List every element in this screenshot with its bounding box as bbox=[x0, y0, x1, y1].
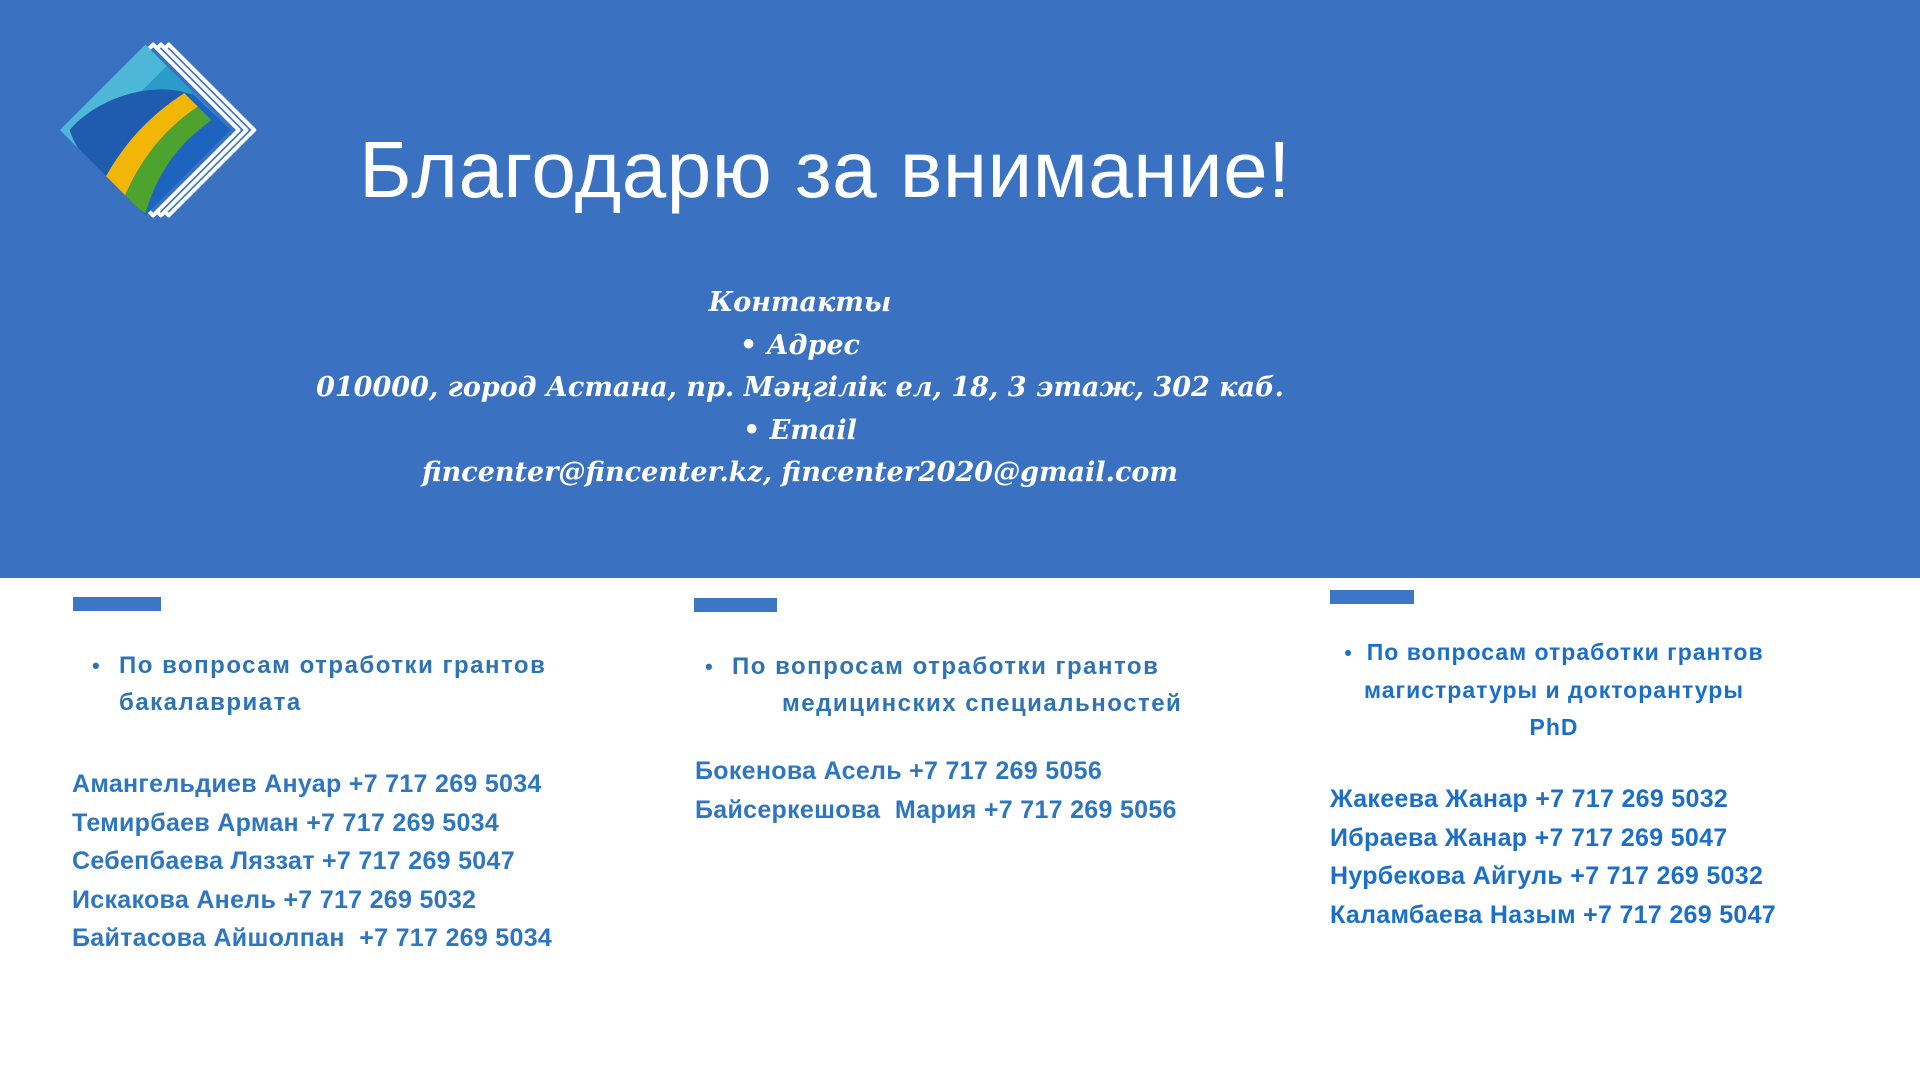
heading-line: магистратуры и докторантуры bbox=[1364, 677, 1744, 703]
column-heading bbox=[683, 648, 1253, 722]
column-heading-text bbox=[119, 647, 567, 721]
contact-list bbox=[1318, 780, 1790, 934]
slide-title: Благодарю за внимание! bbox=[359, 125, 1291, 214]
bullet-icon: • bbox=[705, 654, 715, 679]
column-heading-text bbox=[732, 648, 1253, 722]
contact-line: Себепбаева Ляззат +7 717 269 5047 bbox=[72, 847, 515, 875]
bullet-icon: • bbox=[1344, 642, 1353, 665]
accent-bar bbox=[73, 597, 161, 611]
address-line: 010000, город Астана, пр. Мәңгілік ел, 18, 3 этаж, 302 каб. bbox=[316, 372, 1284, 403]
heading-line: По вопросам отработки грантов bbox=[119, 652, 547, 679]
contact-line: Искакова Анель +7 717 269 5032 bbox=[72, 885, 477, 914]
bullet-icon: • bbox=[92, 653, 102, 678]
heading-line-text: По вопросам отработки грантов bbox=[1366, 639, 1764, 665]
heading-line: бакалавриата bbox=[119, 689, 302, 716]
column-medical bbox=[683, 590, 1253, 829]
contact-list bbox=[62, 765, 567, 958]
contact-line: Жакеева Жанар +7 717 269 5032 bbox=[1330, 785, 1729, 813]
contacts-heading: Контакты bbox=[708, 287, 892, 318]
column-bachelor bbox=[62, 590, 567, 958]
contact-line: Темирбаев Арман +7 717 269 5034 bbox=[72, 808, 500, 837]
contact-line: Нурбекова Айгуль +7 717 269 5032 bbox=[1330, 862, 1764, 890]
heading-line: медицинских специальностей bbox=[782, 690, 1183, 717]
contact-list bbox=[683, 752, 1253, 829]
contact-line: Байсеркешова Мария +7 717 269 5056 bbox=[695, 795, 1177, 824]
address-label: • Адрес bbox=[740, 329, 860, 361]
column-masters-phd bbox=[1318, 583, 1790, 934]
email-line: fincenter@fincenter.kz, fincenter2020@gmail.com bbox=[422, 457, 1178, 488]
contact-line: Каламбаева Назым +7 717 269 5047 bbox=[1330, 900, 1777, 929]
heading-line: По вопросам отработки грантов bbox=[732, 653, 1160, 680]
contacts-block bbox=[0, 282, 1600, 495]
accent-bar bbox=[694, 598, 777, 612]
contact-line: Ибраева Жанар +7 717 269 5047 bbox=[1330, 823, 1728, 852]
heading-line bbox=[1318, 634, 1790, 672]
contact-line: Амангельдиев Ануар +7 717 269 5034 bbox=[72, 770, 542, 798]
accent-bar bbox=[1330, 590, 1414, 604]
column-heading bbox=[62, 647, 567, 721]
email-label: • Email bbox=[743, 414, 857, 446]
column-heading bbox=[1318, 634, 1790, 746]
contact-line: Байтасова Айшолпан +7 717 269 5034 bbox=[72, 924, 553, 952]
heading-line: PhD bbox=[1529, 714, 1579, 740]
contact-line: Бокенова Асель +7 717 269 5056 bbox=[695, 757, 1103, 785]
